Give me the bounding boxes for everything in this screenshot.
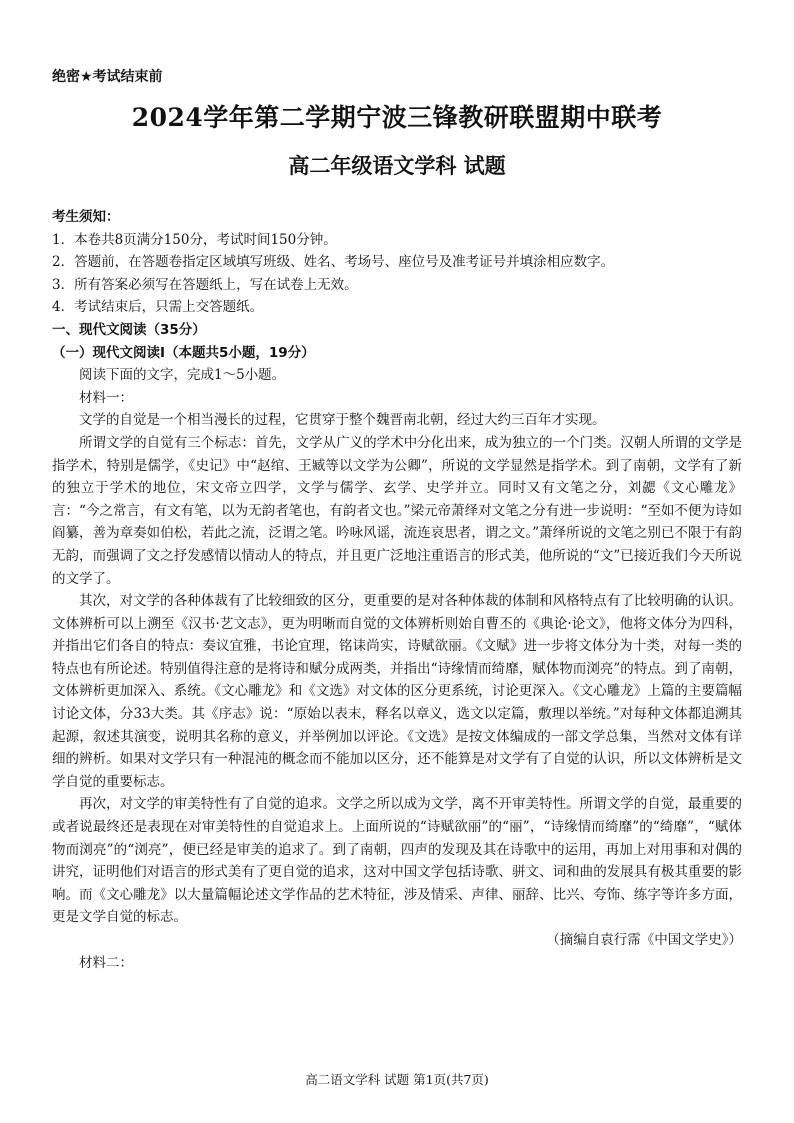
- page-footer: 高二语文学科 试题 第1页(共7页): [305, 1072, 489, 1087]
- body-paragraph: 再次，对文学的审美特性有了自觉的追求。文学之所以成为文学，离不开审美特性。所谓文学的自觉，最重要的或者说最终还是表现在对审美特性的自觉追求上。上面所说的“诗赋欲丽”的“丽”，“诗缘情而绮靡”的“绮靡”，“赋体物而浏亮”的“浏亮”，便已经是审美的追求了。到了南朝，四声的发现及其在诗歌中的运用，再加上对用事和对偶的讲究，证明他们对语言的形式美有了更自觉的追求，这对中国文学包括诗歌、骈文、词和曲的发展具有极其重要的影响。而《文心雕龙》以大量篇幅论述文学作品的艺术特征，涉及情采、声律、丽辞、比兴、夸饰、练字等许多方面，更是文学自觉的标志。: [52, 796, 742, 926]
- notice-item: 1．本卷共8页满分150分，考试时间150分钟。: [52, 231, 337, 248]
- notice-item: 2．答题前，在答题卷指定区域填写班级、姓名、考场号、座位号及准考证号并填涂相应数字。: [52, 254, 615, 271]
- notice-item: 4．考试结束后，只需上交答题纸。: [52, 299, 264, 316]
- sub-section-heading: （一）现代文阅读Ⅰ（本题共5小题，19分）: [52, 344, 315, 361]
- exam-title: 2024学年第二学期宁波三锋教研联盟期中联考: [131, 103, 663, 132]
- section-heading: 一、现代文阅读（35分）: [52, 321, 206, 338]
- body-paragraph: 其次，对文学的各种体裁有了比较细致的区分，更重要的是对各种体裁的体制和风格特点有了比较明确的认识。文体辨析可以上溯至《汉书·艺文志》，更为明晰而自觉的文体辨析则始自曹丕的《典论·论文》，他将文体分为四科，并指出它们各自的特点：奏议宜雅，书论宜理，铭诔尚实，诗赋欲丽。《文赋》进一步将文体分为十类，对每一类的特点也有所论述。特别值得注意的是将诗和赋分成两类，并指出“诗缘情而绮靡，赋体物而浏亮”的特点。到了南朝，文体辨析更加深入、系统。《文心雕龙》和《文选》对文体的区分更系统，讨论更深入。《文心雕龙》上篇的主要篇幅讨论文体，分33大类。其《序志》说：“原始以表末，释名以章义，选文以定篇，敷理以举统。”对每种文体都追溯其起源，叙述其演变，说明其名称的意义，并举例加以评论。《文选》是按文体编成的一部文学总集，当然对文体有详细的辨析。如果对文学只有一种混沌的概念而不能加以区分，还不能算是对文学有了自觉的认识，所以文体辨析是文学自觉的重要标志。: [52, 593, 742, 790]
- exam-content: [52, 206, 742, 974]
- reading-instruction: 阅读下面的文字，完成1～5小题。: [79, 367, 286, 384]
- source-citation: （摘编自袁行霈《中国文学史》）: [546, 932, 742, 948]
- body-paragraph: 文学的自觉是一个相当漫长的过程，它贯穿于整个魏晋南北朝，经过大约三百年才实现。: [79, 412, 606, 429]
- notice-heading: 考生须知：: [52, 209, 120, 225]
- secret-label: 绝密★考试结束前: [52, 69, 163, 85]
- notice-item: 3．所有答案必须写在答题纸上，写在试卷上无效。: [52, 276, 358, 293]
- material-label: 材料二：: [79, 954, 133, 971]
- exam-subtitle: 高二年级语文学科 试题: [288, 154, 506, 178]
- body-paragraph: 所谓文学的自觉有三个标志：首先，文学从广义的学术中分化出来，成为独立的一个门类。汉朝人所谓的文学是指学术，特别是儒学，《史记》中“赵绾、王臧等以文学为公卿”，所说的文学显然是指学术。到了南朝，文学有了新的独立于学术的地位，宋文帝立四学，文学与儒学、玄学、史学并立。同时又有文笔之分，刘勰《文心雕龙》言：“今之常言，有文有笔，以为无韵者笔也，有韵者文也。”梁元帝萧绎对文笔之分有进一步说明：“至如不便为诗如阎纂，善为章奏如伯松，若此之流，泛谓之笔。吟咏风谣，流连哀思者，谓之文。”萧绎所说的文笔之别已不限于有韵无韵，而强调了文之抒发感情以情动人的特点，并且更广泛地注重语言的形式美，他所说的“文”已接近我们今天所说的文学了。: [52, 434, 742, 587]
- material-label: 材料一：: [79, 389, 133, 406]
